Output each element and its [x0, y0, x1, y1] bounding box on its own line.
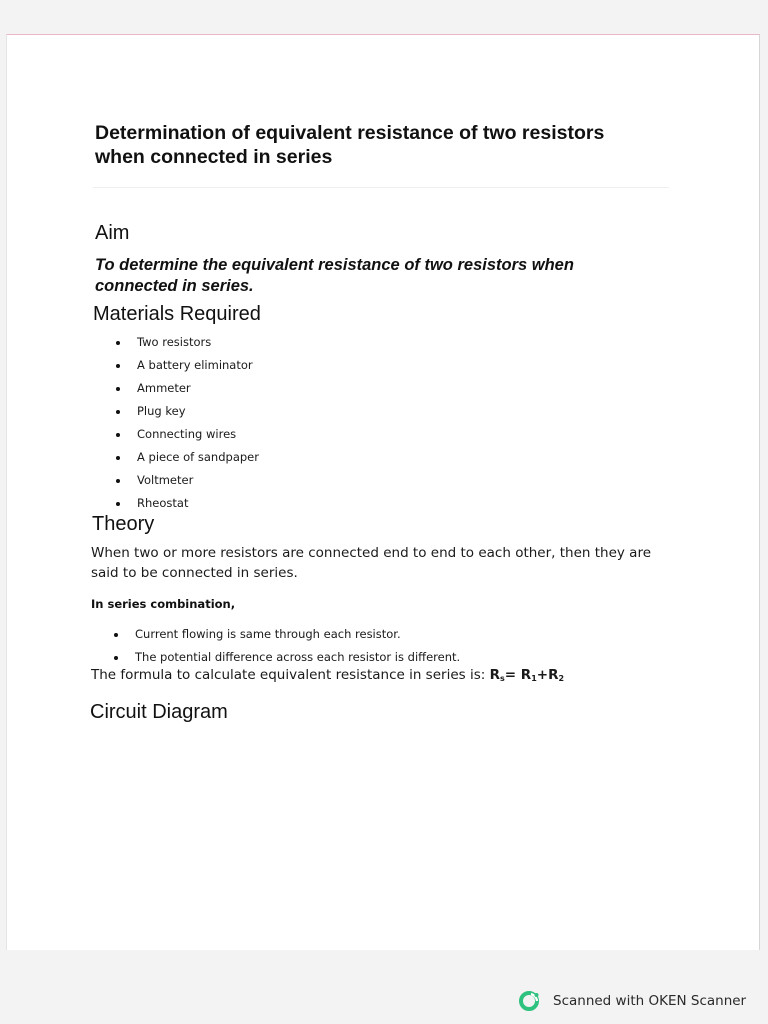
- list-item: Plug key: [113, 400, 259, 423]
- page-title: Determination of equivalent resistance of two resistors when connected in series: [95, 122, 605, 168]
- formula-expression: $R_s= R_1+R_2$: [489, 667, 565, 683]
- list-item: Two resistors: [113, 331, 259, 354]
- list-item: Connecting wires: [113, 423, 259, 446]
- list-item: Rheostat: [113, 492, 259, 515]
- formula-text: The formula to calculate equivalent resistance in series is:: [91, 667, 490, 683]
- aim-heading: Aim: [95, 222, 130, 244]
- list-item: Voltmeter: [113, 469, 259, 492]
- oken-scanner-logo-icon: [518, 990, 540, 1012]
- list-item: Ammeter: [113, 377, 259, 400]
- materials-list: [113, 331, 259, 515]
- aim-text: To determine the equivalent resistance of two resistors when connected in series.: [95, 256, 574, 295]
- list-item: Current flowing is same through each resistor.: [111, 623, 460, 646]
- title-divider: [93, 187, 669, 188]
- scanner-watermark: [518, 990, 746, 1012]
- scanner-label: Scanned with OKEN Scanner: [553, 993, 747, 1009]
- list-item: A piece of sandpaper: [113, 446, 259, 469]
- circuit-diagram-heading: Circuit Diagram: [90, 701, 228, 723]
- theory-text: When two or more resistors are connected end to end to each other, then they are said to be connected in series.: [91, 545, 652, 581]
- list-item: A battery eliminator: [113, 354, 259, 377]
- materials-heading: Materials Required: [93, 303, 261, 325]
- formula-line: [91, 665, 564, 689]
- scanned-page: [6, 34, 760, 950]
- series-properties-list: [111, 623, 460, 669]
- list-item: The potential difference across each resistor is different.: [111, 646, 460, 669]
- series-combination-label: In series combination,: [91, 597, 236, 611]
- theory-heading: Theory: [92, 513, 155, 535]
